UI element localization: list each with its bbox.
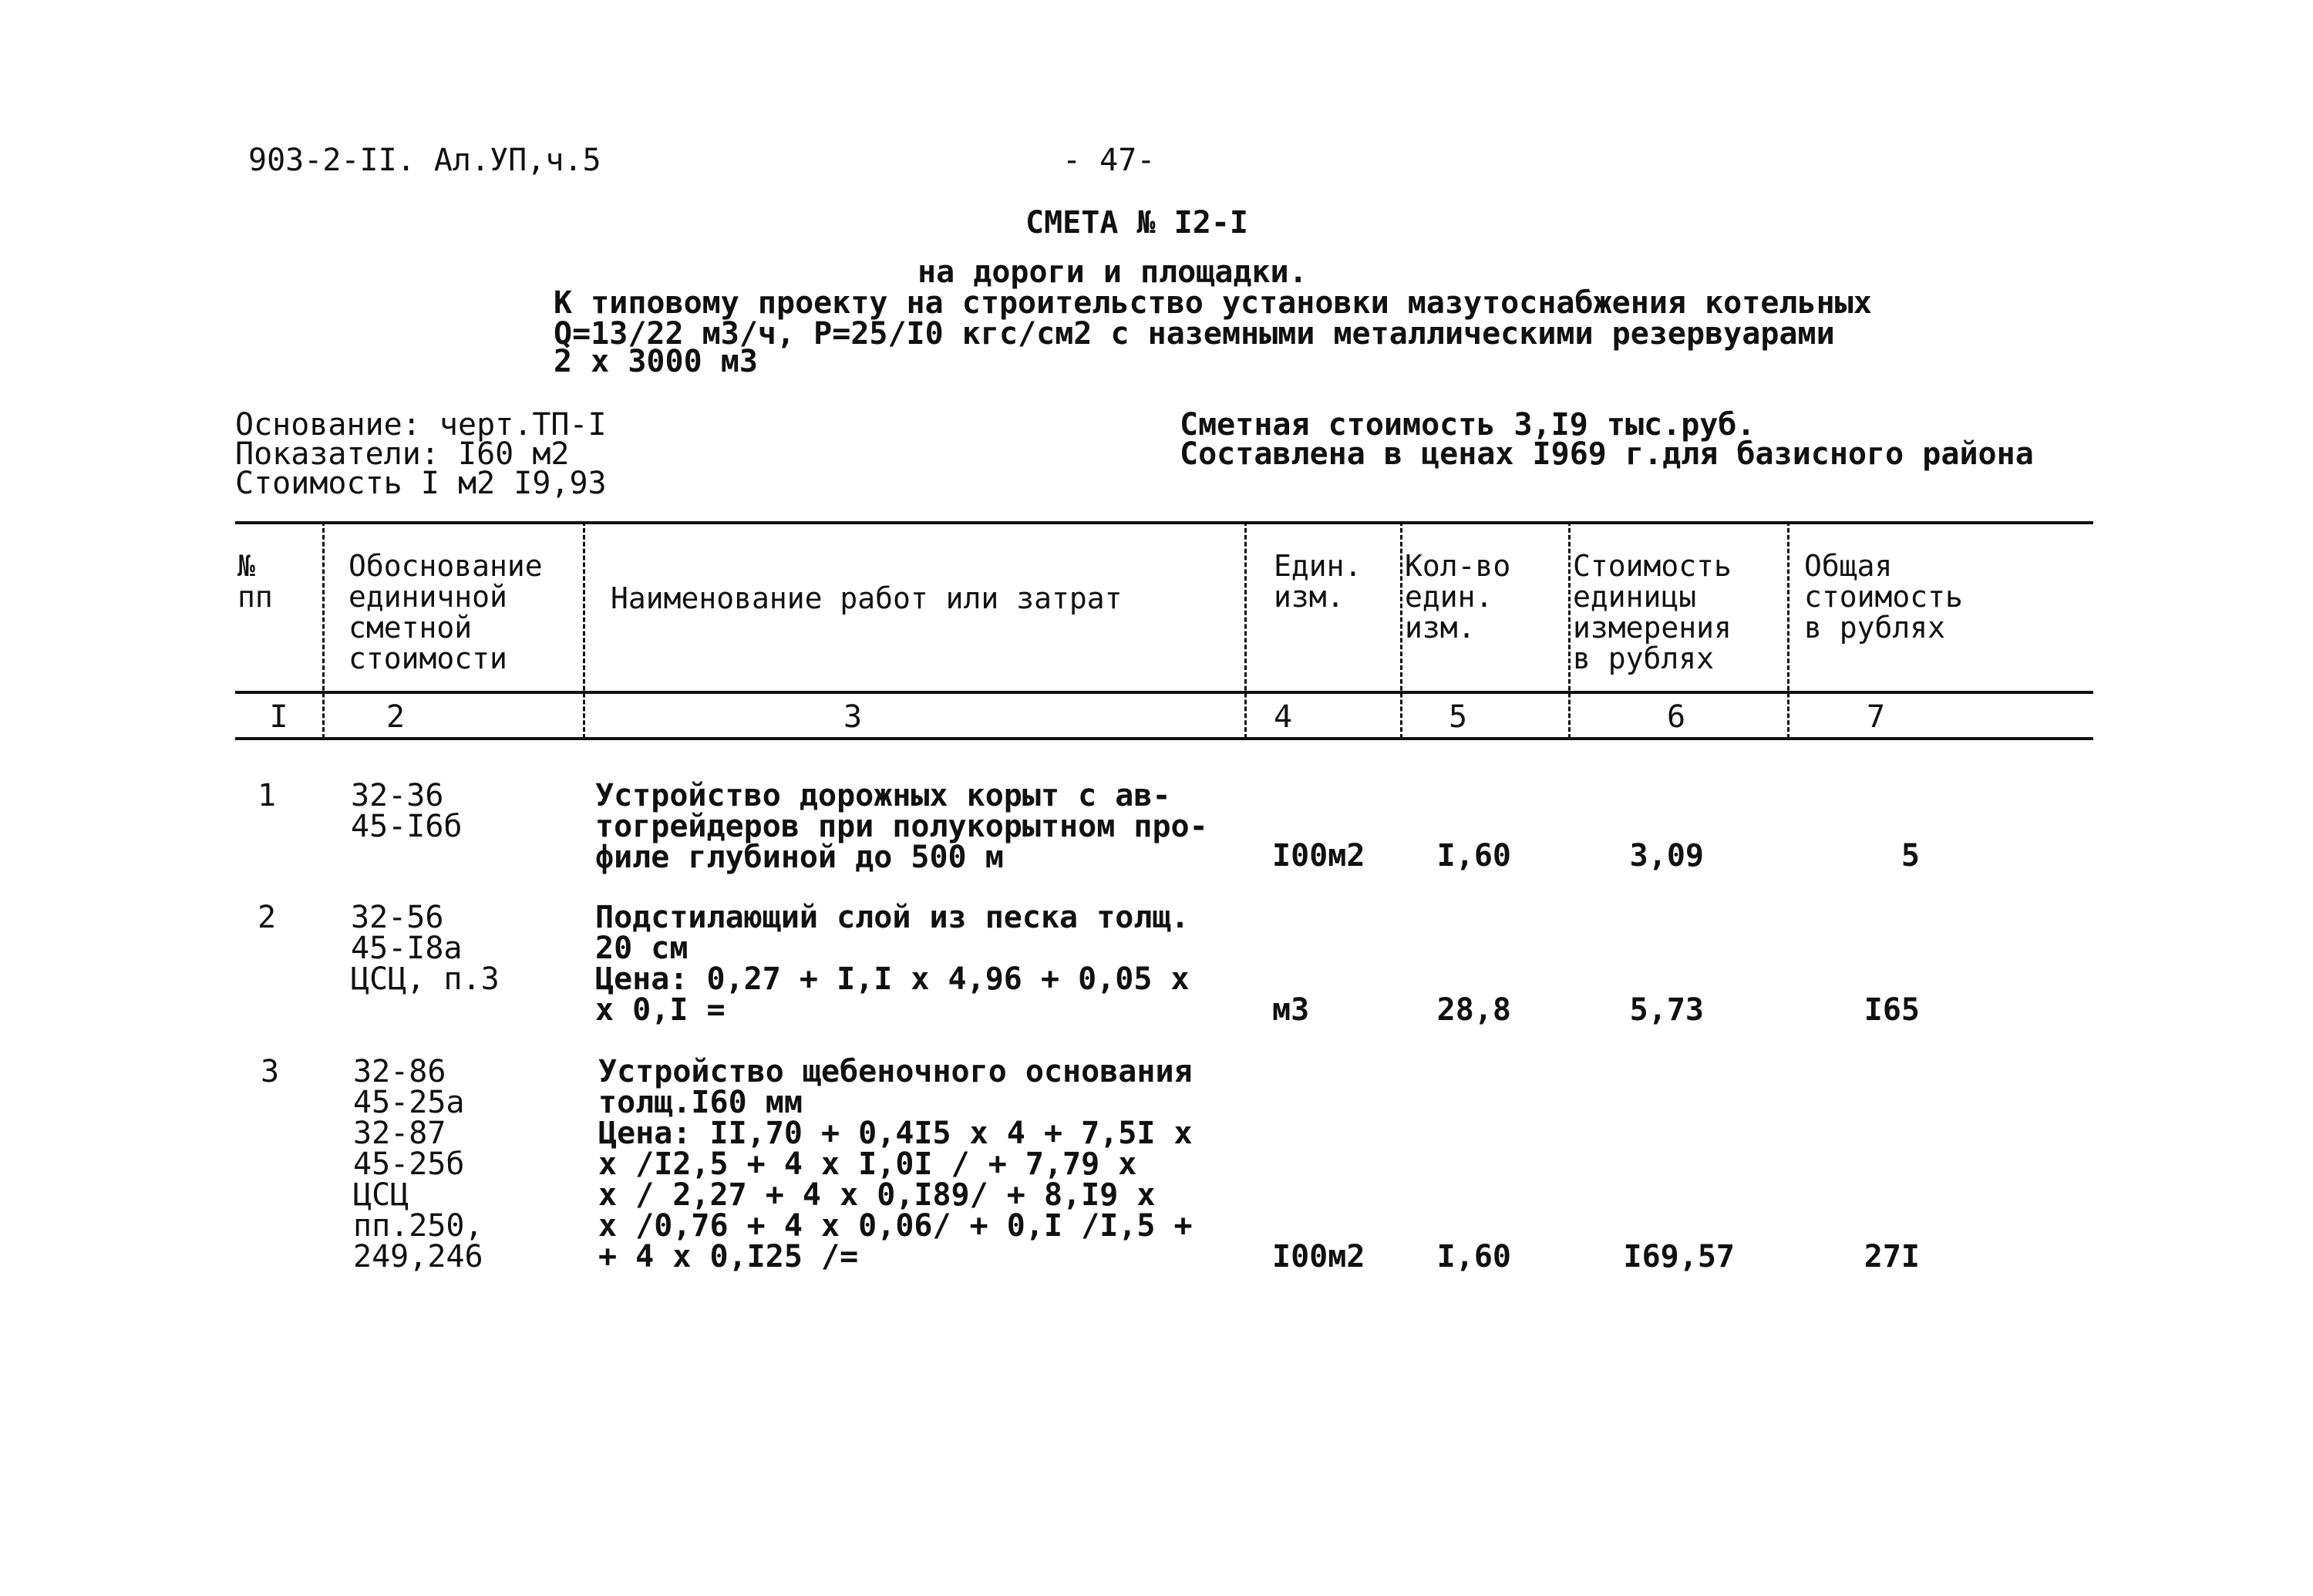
header-number: № пп <box>237 549 273 614</box>
project-line-3: 2 х 3000 м3 <box>554 344 758 379</box>
info-indicators: Показатели: I60 м2 <box>235 436 570 472</box>
row-unit: I00м2 <box>1272 838 1365 874</box>
row-work-name: Устройство щебеночного основания толщ.I60 мм Цена: II,70 + 0,4I5 х 4 + 7,5I х х /I2,5 + 4 х I,0I / + 7,79 х х / 2,27 + 4 х 0,I89/ + 8,I9 х х /0,76 + 4 х 0,06/ + 0,I /I,5 + + 4 х 0,I25 /= <box>598 1054 1193 1274</box>
page-number: - 47- <box>1062 143 1156 178</box>
column-number-6: 6 <box>1666 699 1686 735</box>
info-unit-cost: Стоимость I м2 I9,93 <box>235 466 607 501</box>
row-number: 3 <box>261 1054 280 1089</box>
row-number: 1 <box>258 778 277 813</box>
column-number-3: 3 <box>843 699 863 735</box>
info-prices-year: Составлена в ценах I969 г.для базисного района <box>1180 436 2034 472</box>
row-quantity: 28,8 <box>1436 992 1511 1028</box>
table-colnum-rule <box>235 737 2093 740</box>
row-basis: 32-86 45-25а 32-87 45-25б ЦСЦ пп.250, 249,246 <box>353 1054 483 1274</box>
row-total-cost: 5 <box>1901 838 1920 874</box>
row-unit-cost: 5,73 <box>1629 992 1704 1028</box>
row-basis: 32-56 45-I8а ЦСЦ, п.3 <box>351 900 500 997</box>
estimate-title: СМЕТА № I2-I <box>1025 205 1248 241</box>
project-line-2: Q=13/22 м3/ч, P=25/I0 кгс/см2 с наземными металлическими резервуарами <box>554 316 1835 352</box>
project-line-1: К типовому проекту на строительство установки мазутоснабжения котельных <box>554 285 1872 321</box>
column-number-5: 5 <box>1448 699 1468 735</box>
column-number-2: 2 <box>386 699 406 735</box>
row-total-cost: I65 <box>1864 992 1920 1028</box>
header-quantity: Кол-во един. изм. <box>1405 549 1511 645</box>
table-header-rule <box>235 691 2093 694</box>
info-basis: Основание: черт.ТП-I <box>235 407 607 443</box>
column-number-1: I <box>269 699 288 735</box>
row-unit: м3 <box>1272 992 1310 1028</box>
row-basis: 32-36 45-I6б <box>351 778 463 844</box>
info-estimated-cost: Сметная стоимость 3,I9 тыс.руб. <box>1180 407 1756 443</box>
column-number-4: 4 <box>1273 699 1293 735</box>
header-basis: Обоснование единичной сметной стоимости <box>348 549 543 675</box>
row-quantity: I,60 <box>1436 838 1511 874</box>
row-unit: I00м2 <box>1272 1239 1365 1274</box>
row-unit-cost: I69,57 <box>1623 1239 1735 1274</box>
column-number-7: 7 <box>1866 699 1886 735</box>
row-unit-cost: 3,09 <box>1629 838 1704 874</box>
row-total-cost: 27I <box>1864 1239 1920 1274</box>
row-work-name: Подстилающий слой из песка толщ. 20 см Цена: 0,27 + I,I х 4,96 + 0,05 х х 0,I = <box>595 900 1190 1028</box>
header-unit: Един. изм. <box>1274 549 1362 614</box>
row-number: 2 <box>258 900 277 935</box>
estimate-subtitle: на дороги и площадки. <box>917 254 1308 290</box>
row-work-name: Устройство дорожных корыт с ав- тогрейдеров при полукорытном про- филе глубиной до 500 м <box>595 778 1208 875</box>
header-unit-cost: Стоимость единицы измерения в рублях <box>1573 549 1732 675</box>
row-quantity: I,60 <box>1436 1239 1511 1274</box>
table-top-rule <box>235 521 2093 524</box>
header-total-cost: Общая стоимость в рублях <box>1804 549 1963 645</box>
header-work-name: Наименование работ или затрат <box>611 581 1123 615</box>
document-code: 903-2-II. Ал.УП,ч.5 <box>248 143 601 178</box>
